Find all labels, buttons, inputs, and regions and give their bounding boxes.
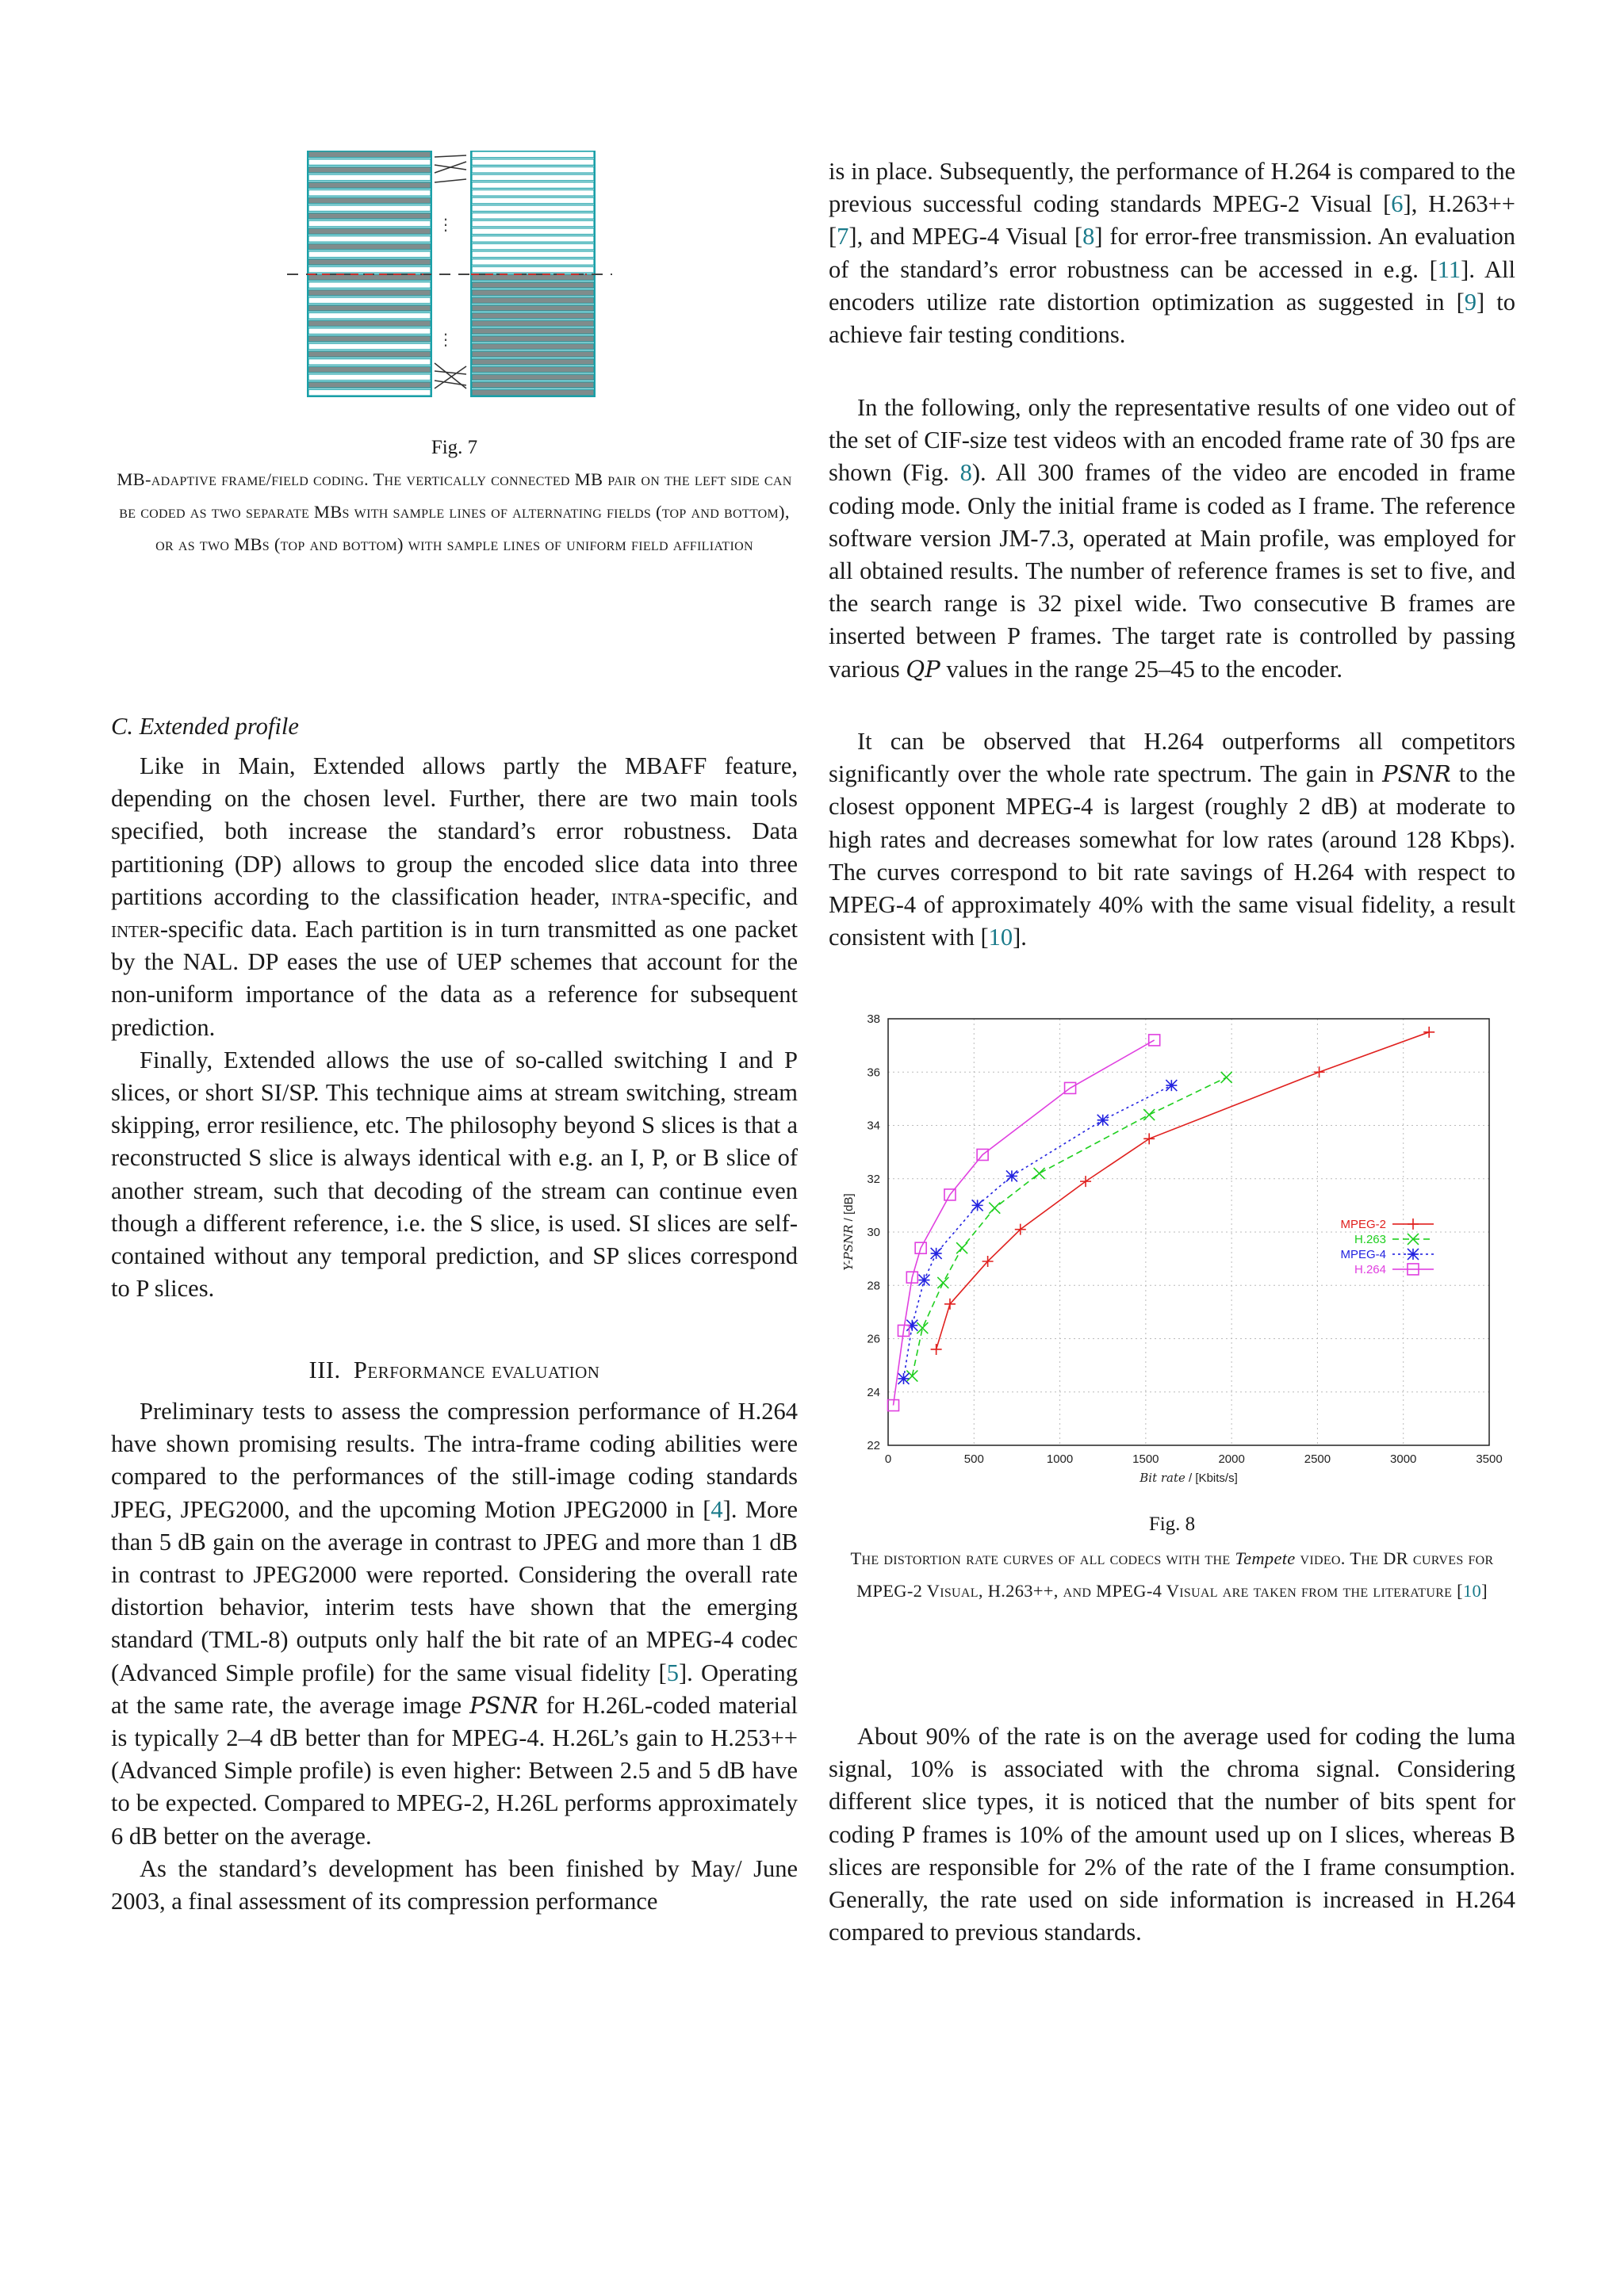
fig7-sample-line (472, 259, 594, 266)
x-tick-label: 2000 (1218, 1452, 1245, 1466)
fig7-sample-line (472, 328, 594, 335)
fig7-sample-line (472, 236, 594, 243)
fig7-sample-line (308, 151, 431, 158)
legend-label: MPEG-4 (1340, 1247, 1386, 1261)
fig7-sample-line (308, 236, 431, 243)
data-point (917, 1322, 928, 1334)
y-tick-label: 36 (867, 1066, 880, 1080)
x-axis-label: Bit rate / [Kbits/s] (1139, 1471, 1238, 1485)
fig7-mapping-arrows (435, 155, 466, 388)
fig7-sample-line (472, 343, 594, 350)
fig7-sample-line (308, 374, 431, 381)
fig7-sample-line (472, 282, 594, 289)
fig7-sample-line (472, 174, 594, 181)
y-tick-label: 28 (867, 1279, 880, 1293)
data-point (931, 1344, 942, 1355)
data-point (1314, 1066, 1325, 1077)
paragraph-rate-distribution: About 90% of the rate is on the average used for coding the luma signal, 10% is associated with the chroma signal. Considering different slice types, it is noticed that the number of bits spent for coding P frames is 10% of the amount used up on I slices, whereas B slices are responsible for 2% of the rate of the I frame consumption. Generally, the rate used on side information is increased in H.264 compared to previous standards. (829, 1723, 1515, 1946)
paragraph-preliminary-tests: Preliminary tests to assess the compression performance of H.264 have shown promising results. The intra-frame coding abilities were compared to the performances of the still-image coding standards JPEG, JPEG2000, and the upcoming Motion JPEG2000 in [4]. More than 5 dB gain on the average in contrast to JPEG and more than 1 dB in contrast to JPEG2000 were reported. Considering the overall rate distortion behavior, interim tests have shown that the emerging standard (TML-8) outputs only half the bit rate of an MPEG-4 codec (Advanced Simple profile) for the same visual fidelity [5]. Operating at the same rate, the average image PSNR for H.26L-coded material is typically 2–4 dB better than for MPEG-4. H.26L’s gain to H.253++ (Advanced Simple profile) is even higher: Between 2.5 and 5 dB have to be expected. Compared to MPEG-2, H.26L performs approximately 6 dB better on the average. (111, 1398, 798, 1850)
x-tick-label: 3500 (1476, 1452, 1503, 1466)
subsection-extended-profile: C. Extended profile (111, 713, 299, 740)
fig7-sample-line (308, 282, 431, 289)
y-tick-label: 34 (867, 1119, 880, 1133)
fig7-arrow (435, 155, 466, 157)
fig7-ellipsis-bottom: ⋮ (438, 331, 454, 349)
data-point (1166, 1080, 1177, 1091)
y-tick-label: 38 (867, 1012, 880, 1026)
fig7-sample-line (472, 320, 594, 327)
legend-label: H.263 (1354, 1232, 1386, 1246)
fig7-sample-line (472, 366, 594, 373)
fig7-sample-line (308, 205, 431, 212)
data-point (1408, 1249, 1419, 1260)
data-point (931, 1248, 942, 1259)
data-point (972, 1200, 983, 1211)
fig7-sample-line (308, 312, 431, 319)
paragraph-final-assessment: As the standard’s development has been finished by May/ June 2003, a final assessment of its compression performance (111, 1854, 798, 1915)
series-h-264 (887, 1035, 1159, 1411)
fig7-sample-line (472, 374, 594, 381)
y-tick-label: 30 (867, 1226, 880, 1239)
paragraph-comparison: is in place. Subsequently, the performance of H.264 is compared to the previous successful coding standards MPEG-2 Visual [6], H.263++ [7], and MPEG-4 Visual [8] for error-free transmission. An evaluation of the standard’s error robustness can be accessed in e.g. [11]. All encoders utilize rate distortion optimization as suggested in [9] to achieve fair testing conditions. (829, 158, 1515, 349)
fig7-sample-line (472, 382, 594, 388)
fig7-sample-line (308, 289, 431, 296)
fig7-arrow (435, 371, 466, 374)
fig8-label: Fig. 8 (1148, 1513, 1196, 1535)
fig7-caption: MB-adaptive frame/field coding. The vertically connected MB pair on the left side can be coded as two separate MBs with sample lines of alternating fields (top and bottom), or as two MBs (top and bottom) with sample lines of uniform field affiliation (117, 469, 792, 554)
data-point (1143, 1109, 1155, 1120)
fig7-label: Fig. 7 (431, 437, 478, 458)
fig7-sample-line (308, 243, 431, 250)
fig7-sample-line (472, 220, 594, 227)
fig8-chart (829, 1003, 1515, 1494)
fig7-sample-line (308, 359, 431, 365)
data-point (1423, 1027, 1434, 1038)
series-h-263 (906, 1072, 1231, 1382)
data-point (906, 1371, 917, 1382)
data-point (918, 1275, 929, 1286)
y-tick-label: 32 (867, 1172, 880, 1186)
fig7-sample-line (308, 159, 431, 166)
citation-link[interactable]: 6 (1391, 190, 1404, 218)
x-tick-label: 0 (884, 1452, 892, 1466)
fig7-sample-line (472, 336, 594, 342)
data-point (1143, 1133, 1155, 1144)
fig7-sample-line (472, 297, 594, 304)
fig7-sample-line (472, 166, 594, 173)
fig7-sample-line (472, 251, 594, 258)
citation-link[interactable]: 8 (1082, 223, 1095, 251)
fig7-sample-line (308, 197, 431, 204)
fig7-sample-line (308, 336, 431, 342)
series-line (936, 1032, 1430, 1349)
fig7-sample-line (472, 312, 594, 319)
series-line (912, 1077, 1226, 1376)
fig7-sample-line (308, 305, 431, 312)
data-point (1097, 1115, 1109, 1126)
fig7-sample-line (308, 274, 431, 281)
legend-label: H.264 (1354, 1262, 1386, 1276)
citation-link[interactable]: 10 (1462, 1581, 1482, 1601)
citation-link[interactable]: 11 (1437, 255, 1461, 283)
fig7-arrow (435, 179, 466, 182)
fig7-sample-line (308, 328, 431, 335)
fig7-sample-line (308, 251, 431, 258)
paragraph-extended-dp: Like in Main, Extended allows partly the MBAFF feature, depending on the chosen level. Further, there are two main tools specified, both increase the standard’s error robustness. Data partitioning (DP) allows to group the encoded slice data into three partitions according to the classification header, intra-specific, and inter-specific data. Each partition is in turn transmitted as one packet by the NAL. DP eases the use of UEP schemes that account for the non-uniform importance of the data as a reference for subsequent prediction. (111, 752, 798, 1041)
fig7-arrow (435, 162, 466, 173)
fig7-sample-line (472, 289, 594, 296)
fig7-sample-line (308, 182, 431, 189)
data-point (1221, 1072, 1232, 1083)
x-tick-label: 1500 (1132, 1452, 1159, 1466)
series-mpeg-2 (931, 1027, 1435, 1355)
fig8-caption: The distortion rate curves of all codecs with the Tempete video. The DR curves for MPEG-2 Visual, H.263++, and MPEG-4 Visual are taken from the literature [10] (850, 1548, 1494, 1601)
fig7-sample-line (308, 266, 431, 273)
fig7-sample-line (308, 213, 431, 220)
fig7-sample-line (308, 189, 431, 196)
fig7-sample-line (472, 182, 594, 189)
fig7-sample-line (472, 305, 594, 312)
fig7-sample-line (308, 320, 431, 327)
x-tick-label: 500 (963, 1452, 984, 1466)
paragraph-results: It can be observed that H.264 outperforms all competitors significantly over the whole rate spectrum. The gain in PSNR to the closest opponent MPEG-4 is largest (roughly 2 dB) at moderate to high rates and decreases somewhat for low rates (around 128 Kbps). The curves correspond to bit rate savings of H.264 with respect to MPEG-4 of approximately 40% with the same visual fidelity, a result consistent with [10]. (829, 728, 1515, 951)
data-point (989, 1203, 1000, 1214)
fig7-sample-line (472, 151, 594, 158)
fig7-sample-line (308, 343, 431, 350)
x-tick-label: 2500 (1304, 1452, 1331, 1466)
citation-link[interactable]: 7 (837, 223, 849, 251)
y-axis-label: Y-PSNR / [dB] (841, 1193, 856, 1271)
fig7-sample-line (472, 197, 594, 204)
fig7-sample-line (472, 359, 594, 365)
fig7-sample-line (472, 159, 594, 166)
fig7-sample-line (472, 213, 594, 220)
series-line (893, 1040, 1154, 1406)
fig7-sample-line (308, 166, 431, 173)
data-point (1006, 1170, 1017, 1181)
y-tick-label: 26 (867, 1332, 880, 1346)
figure-link[interactable]: 8 (959, 459, 972, 487)
fig7-sample-line (308, 174, 431, 181)
y-tick-label: 22 (867, 1439, 880, 1452)
fig7-sample-line (308, 351, 431, 358)
data-point (1080, 1176, 1091, 1187)
x-tick-label: 3000 (1390, 1452, 1417, 1466)
data-point (937, 1277, 948, 1288)
citation-link[interactable]: 9 (1464, 288, 1477, 316)
fig7-sample-line (472, 274, 594, 281)
paragraph-switching-slices: Finally, Extended allows the use of so-called switching I and P slices, or short SI/SP. This technique aims at stream switching, stream skipping, error resilience, etc. The philosophy beyond S slices is that a reconstructed S slice is always identical with e.g. an I, P, or B slice of another stream, such that decoding of the stream can continue even though a different reference, i.e. the S slice, is used. SI slices are self-contained without any temporal prediction, and SP slices correspond to P slices. (111, 1046, 798, 1303)
paragraph-test-setup: In the following, only the representative results of one video out of the set of CIF-size test videos with an encoded frame rate of 30 fps are shown (Fig. 8). All 300 frames of the video are encoded in frame coding mode. Only the initial frame is coded as I frame. The reference software version JM-7.3, operated at Main profile, was employed for all obtained results. The number of reference frames is set to five, and the search range is 32 pixel wide. Two consecutive B frames are inserted between P frames. The target rate is controlled by passing various QP values in the range 25–45 to the encoder. (829, 394, 1515, 683)
fig7-ellipsis-top: ⋮ (438, 216, 454, 234)
fig7-sample-line (308, 220, 431, 227)
citation-link[interactable]: 10 (988, 924, 1013, 951)
fig7-sample-line (472, 243, 594, 250)
fig7-sample-line (308, 297, 431, 304)
fig7-sample-line (308, 228, 431, 235)
fig7-sample-line (308, 259, 431, 266)
fig7-sample-line (472, 189, 594, 196)
fig7-diagram (287, 151, 731, 404)
fig7-sample-line (472, 228, 594, 235)
data-point (1034, 1168, 1045, 1179)
y-tick-label: 24 (867, 1385, 880, 1399)
fig7-sample-line (308, 366, 431, 373)
fig7-sample-line (472, 351, 594, 358)
fig7-sample-line (308, 382, 431, 388)
citation-link[interactable]: 5 (666, 1659, 679, 1686)
fig7-sample-line (308, 389, 431, 396)
section-heading-performance: III. Performance evaluation (308, 1357, 600, 1383)
data-point (898, 1373, 909, 1384)
fig7-sample-line (472, 266, 594, 273)
legend (1340, 1218, 1434, 1276)
x-tick-label: 1000 (1046, 1452, 1074, 1466)
citation-link[interactable]: 4 (710, 1495, 723, 1523)
legend-label: MPEG-2 (1340, 1217, 1386, 1231)
data-point (956, 1242, 967, 1253)
data-point (1408, 1219, 1419, 1230)
fig7-sample-line (472, 389, 594, 396)
fig7-sample-line (472, 205, 594, 212)
